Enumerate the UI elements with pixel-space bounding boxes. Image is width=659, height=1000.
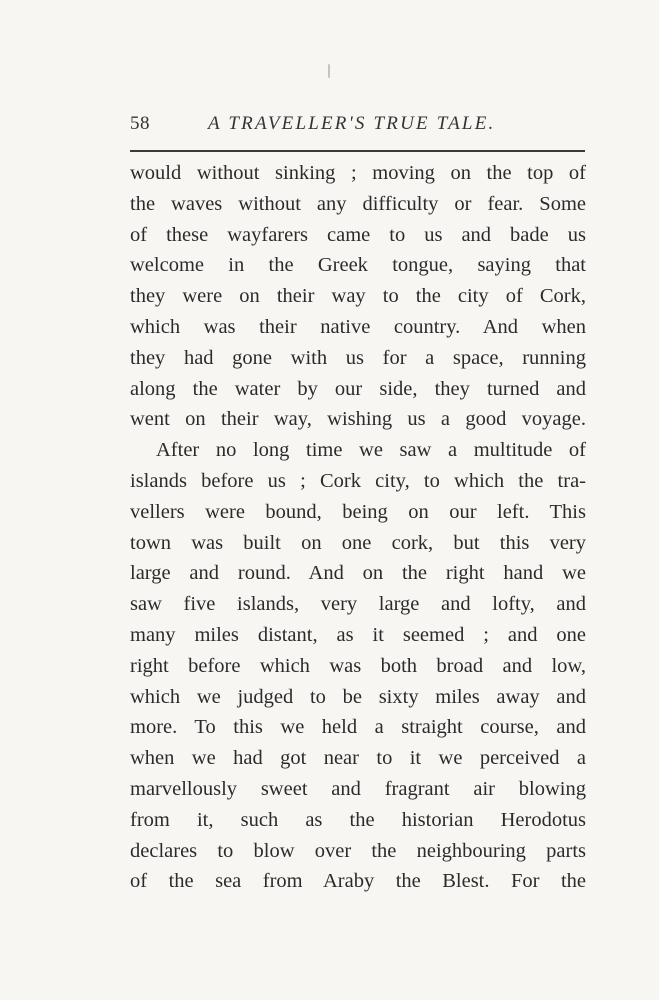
- text-line: of the sea from Araby the Blest. For the: [130, 870, 586, 893]
- text-line: which was their native country. And when: [130, 315, 586, 338]
- text-line: along the water by our side, they turned and: [130, 377, 586, 400]
- text-line: from it, such as the historian Herodotus: [130, 808, 586, 831]
- paragraph-start-line: After no long time we saw a multitude of: [156, 439, 586, 462]
- header-rule: [130, 150, 585, 152]
- text-line: right before which was both broad and low,: [130, 654, 586, 677]
- text-line: large and round. And on the right hand we: [130, 562, 586, 585]
- running-title: A TRAVELLER'S TRUE TALE.: [208, 113, 496, 134]
- text-line: the waves without any difficulty or fear. Some: [130, 192, 586, 215]
- text-line: town was built on one cork, but this very: [130, 531, 586, 554]
- text-line: islands before us ; Cork city, to which the tra-: [130, 469, 586, 492]
- page-number: 58: [130, 113, 150, 134]
- text-line: went on their way, wishing us a good voyage.: [130, 408, 586, 431]
- text-line: when we had got near to it we perceived a: [130, 747, 586, 770]
- body-text: [130, 158, 586, 897]
- text-line: they were on their way to the city of Cork,: [130, 285, 586, 308]
- text-line: welcome in the Greek tongue, saying that: [130, 254, 586, 277]
- text-line: would without sinking ; moving on the top of: [130, 162, 586, 184]
- text-line: declares to blow over the neighbouring parts: [130, 839, 586, 862]
- text-line: of these wayfarers came to us and bade us: [130, 223, 586, 246]
- text-line: more. To this we held a straight course, and: [130, 716, 586, 739]
- text-line: vellers were bound, being on our left. This: [130, 500, 586, 523]
- ink-mark: [328, 64, 330, 78]
- text-line: marvellously sweet and fragrant air blowing: [130, 777, 586, 800]
- text-line: which we judged to be sixty miles away and: [130, 685, 586, 708]
- text-line: they had gone with us for a space, running: [130, 346, 586, 369]
- text-line: many miles distant, as it seemed ; and one: [130, 623, 586, 646]
- text-line: saw five islands, very large and lofty, and: [130, 593, 586, 616]
- page-header: [130, 113, 585, 139]
